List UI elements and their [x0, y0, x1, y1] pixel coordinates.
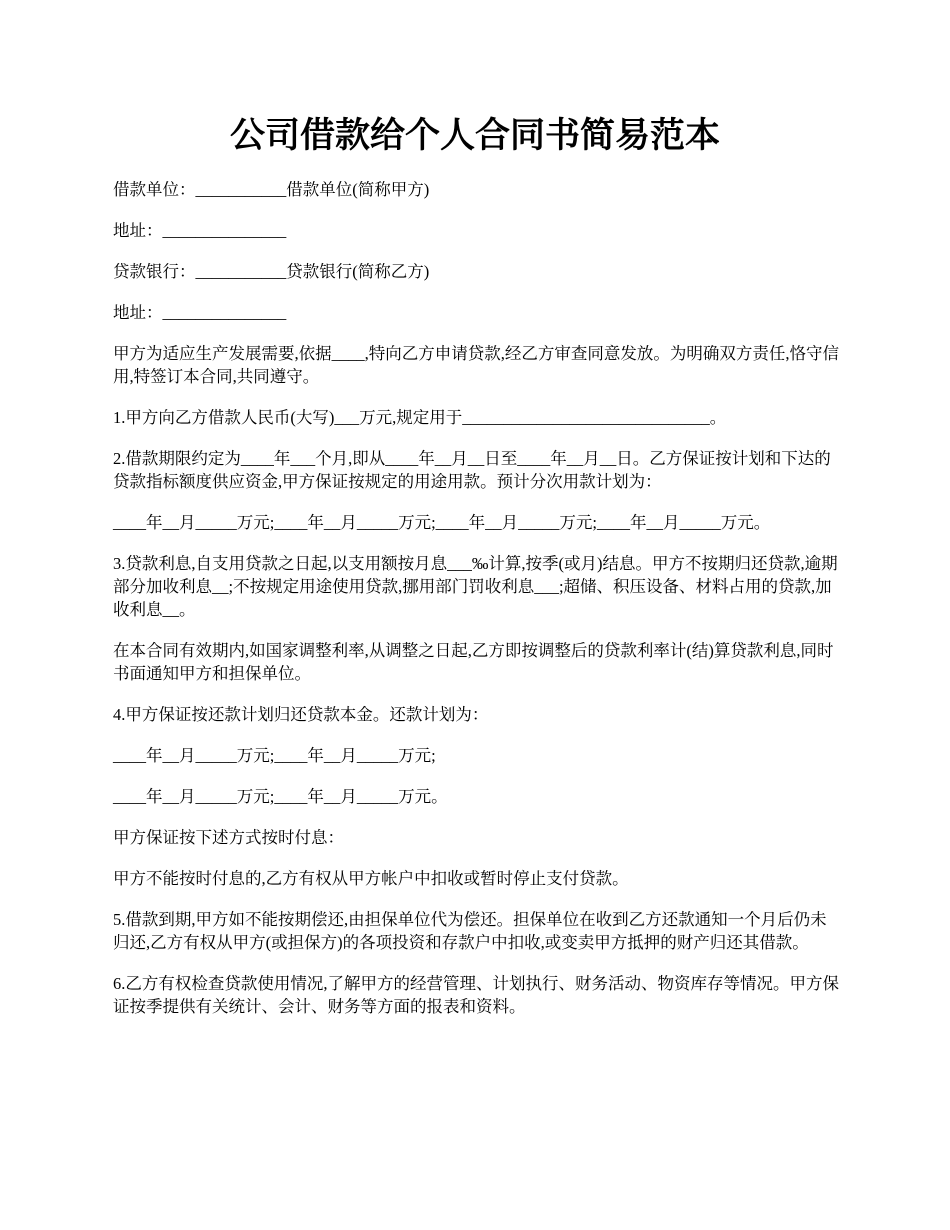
clause-1: 1.甲方向乙方借款人民币(大写)___万元,规定用于______________________________。: [113, 408, 727, 427]
paragraph-rate-adjustment: 在本合同有效期内,如国家调整利率,从调整之日起,乙方即按调整后的贷款利率计(结)算贷款利息,同时书面通知甲方和担保单位。: [113, 641, 834, 683]
paragraph-borrower-address: 地址：_______________: [113, 221, 287, 240]
paragraph-preamble: 甲方为适应生产发展需要,依据____,特向乙方申请贷款,经乙方审查同意发放。为明确双方责任,恪守信用,特签订本合同,共同遵守。: [113, 344, 839, 386]
paragraph-lender-bank: 贷款银行：___________贷款银行(简称乙方): [113, 262, 430, 281]
clause-6: 6.乙方有权检查贷款使用情况,了解甲方的经营管理、计划执行、财务活动、物资库存等情况。甲方保证按季提供有关统计、会计、财务等方面的报表和资料。: [113, 974, 839, 1016]
document-title: 公司借款给个人合同书简易范本: [229, 116, 720, 155]
paragraph-interest-default: 甲方不能按时付息的,乙方有权从甲方帐户中扣收或暂时停止支付贷款。: [113, 869, 629, 888]
document-body: [113, 178, 843, 1036]
paragraph-lender-address: 地址：_______________: [113, 303, 287, 322]
repayment-schedule-line-1: ____年__月_____万元;____年__月_____万元;: [113, 746, 436, 765]
paragraph-interest-method: 甲方保证按下述方式按时付息：: [113, 828, 344, 847]
paragraph-borrower: 借款单位：___________借款单位(简称甲方): [113, 180, 430, 199]
clause-2: 2.借款期限约定为____年___个月,即从____年__月__日至____年__月__日。乙方保证按计划和下达的贷款指标额度供应资金,甲方保证按规定的用途用款。预计分次用款计划为：: [113, 449, 831, 491]
clause-3: 3.贷款利息,自支用贷款之日起,以支用额按月息___‰计算,按季(或月)结息。甲方不按期归还贷款,逾期部分加收利息__;不按规定用途使用贷款,挪用部门罚收利息___;超储、积压设备、材料占用的贷款,加收利息__。: [113, 554, 838, 619]
clause-4: 4.甲方保证按还款计划归还贷款本金。还款计划为：: [113, 705, 489, 724]
repayment-schedule-line-2: ____年__月_____万元;____年__月_____万元。: [113, 787, 448, 806]
clause-2-schedule: ____年__月_____万元;____年__月_____万元;____年__月_____万元;____年__月_____万元。: [113, 513, 771, 532]
clause-5: 5.借款到期,甲方如不能按期偿还,由担保单位代为偿还。担保单位在收到乙方还款通知一个月后仍未归还,乙方有权从甲方(或担保方)的各项投资和存款户中扣收,或变卖甲方抵押的财产归还其借款。: [113, 910, 827, 952]
